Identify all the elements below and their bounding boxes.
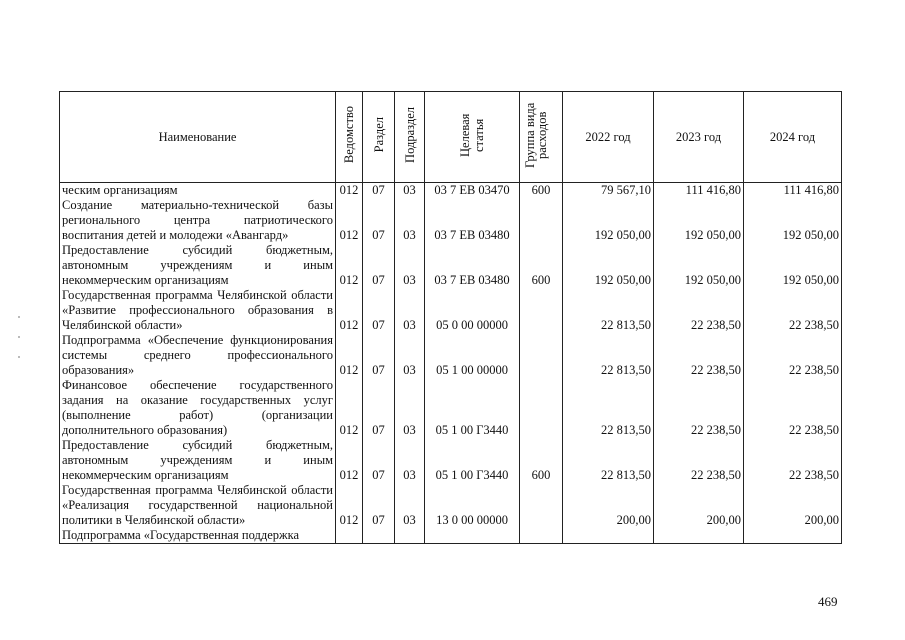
row-value-2024: 22 238,50	[744, 288, 842, 333]
row-value-2024: 22 238,50	[744, 333, 842, 378]
table-row	[60, 243, 842, 288]
row-value-2022: 22 813,50	[563, 438, 654, 483]
row-value-2023: 22 238,50	[654, 438, 744, 483]
row-name: Предоставление субсидий бюджетным, автономным учреждениям и иным некоммерческим организациям	[60, 438, 336, 483]
col-header-razdel: Раздел	[363, 92, 395, 183]
table-row	[60, 438, 842, 483]
col-header-2024: 2024 год	[744, 92, 842, 183]
row-gruppa	[520, 288, 563, 333]
row-razdel: 07	[363, 378, 395, 438]
row-value-2022: 79 567,10	[563, 183, 654, 199]
row-gruppa: 600	[520, 438, 563, 483]
row-value-2024: 22 238,50	[744, 438, 842, 483]
row-gruppa	[520, 333, 563, 378]
row-name: Подпрограмма «Государственная поддержка	[60, 528, 336, 544]
row-name: Подпрограмма «Обеспечение функционирования системы среднего профессионального образования»	[60, 333, 336, 378]
row-value-2023: 192 050,00	[654, 198, 744, 243]
row-value-2022: 200,00	[563, 483, 654, 528]
row-name: Государственная программа Челябинской области «Реализация государственной национальной политики в Челябинской области»	[60, 483, 336, 528]
row-razdel	[363, 528, 395, 544]
scan-mark	[18, 316, 20, 318]
row-statya: 05 1 00 00000	[425, 333, 520, 378]
row-podrazdel: 03	[395, 438, 425, 483]
row-name: Государственная программа Челябинской области «Развитие профессионального образования в Челябинской области»	[60, 288, 336, 333]
table-row	[60, 378, 842, 438]
row-podrazdel: 03	[395, 183, 425, 199]
row-razdel: 07	[363, 438, 395, 483]
row-gruppa: 600	[520, 183, 563, 199]
table-row	[60, 528, 842, 544]
row-value-2022: 22 813,50	[563, 333, 654, 378]
row-value-2023: 22 238,50	[654, 288, 744, 333]
row-gruppa: 600	[520, 243, 563, 288]
row-value-2022	[563, 528, 654, 544]
row-name: Предоставление субсидий бюджетным, автономным учреждениям и иным некоммерческим организациям	[60, 243, 336, 288]
row-vedomstvo: 012	[336, 243, 363, 288]
table-row	[60, 198, 842, 243]
row-statya: 05 1 00 Г3440	[425, 438, 520, 483]
row-value-2024: 200,00	[744, 483, 842, 528]
page-number: 469	[818, 594, 838, 609]
table-row	[60, 183, 842, 199]
row-razdel: 07	[363, 183, 395, 199]
budget-table	[59, 91, 842, 544]
col-header-vedomstvo: Ведомство	[336, 92, 363, 183]
row-razdel: 07	[363, 288, 395, 333]
row-podrazdel: 03	[395, 198, 425, 243]
row-vedomstvo	[336, 528, 363, 544]
table-header-row	[60, 92, 842, 183]
row-value-2023: 192 050,00	[654, 243, 744, 288]
row-vedomstvo: 012	[336, 438, 363, 483]
row-name: Финансовое обеспечение государственного задания на оказание государственных услуг (выполнение работ) (организации дополнительного образования)	[60, 378, 336, 438]
row-podrazdel: 03	[395, 483, 425, 528]
row-vedomstvo: 012	[336, 183, 363, 199]
row-value-2022: 22 813,50	[563, 288, 654, 333]
row-vedomstvo: 012	[336, 333, 363, 378]
row-value-2024: 192 050,00	[744, 243, 842, 288]
row-statya: 03 7 ЕВ 03480	[425, 243, 520, 288]
col-header-2022: 2022 год	[563, 92, 654, 183]
row-podrazdel	[395, 528, 425, 544]
col-header-2023: 2023 год	[654, 92, 744, 183]
row-razdel: 07	[363, 198, 395, 243]
row-statya: 03 7 ЕВ 03470	[425, 183, 520, 199]
row-podrazdel: 03	[395, 378, 425, 438]
row-value-2024: 192 050,00	[744, 198, 842, 243]
row-podrazdel: 03	[395, 333, 425, 378]
table-row	[60, 483, 842, 528]
row-gruppa	[520, 378, 563, 438]
row-statya	[425, 528, 520, 544]
col-header-podrazdel: Подраздел	[395, 92, 425, 183]
row-podrazdel: 03	[395, 288, 425, 333]
row-value-2022: 192 050,00	[563, 198, 654, 243]
row-razdel: 07	[363, 483, 395, 528]
row-value-2022: 22 813,50	[563, 378, 654, 438]
col-header-statya: Целевая статья	[425, 92, 520, 183]
row-podrazdel: 03	[395, 243, 425, 288]
col-header-name: Наименование	[60, 92, 336, 183]
row-name: Создание материально-технической базы регионального центра патриотического воспитания детей и молодежи «Авангард»	[60, 198, 336, 243]
row-razdel: 07	[363, 333, 395, 378]
row-vedomstvo: 012	[336, 378, 363, 438]
row-gruppa	[520, 198, 563, 243]
scan-mark	[18, 356, 20, 358]
col-header-gruppa: Группа вида расходов	[520, 92, 563, 183]
row-razdel: 07	[363, 243, 395, 288]
row-value-2023: 22 238,50	[654, 333, 744, 378]
row-statya: 03 7 ЕВ 03480	[425, 198, 520, 243]
scan-mark	[18, 336, 20, 338]
row-gruppa	[520, 483, 563, 528]
row-value-2024: 22 238,50	[744, 378, 842, 438]
row-value-2023: 200,00	[654, 483, 744, 528]
table-row	[60, 333, 842, 378]
row-statya: 05 0 00 00000	[425, 288, 520, 333]
row-value-2023: 111 416,80	[654, 183, 744, 199]
table-row	[60, 288, 842, 333]
row-vedomstvo: 012	[336, 288, 363, 333]
row-value-2023: 22 238,50	[654, 378, 744, 438]
row-statya: 05 1 00 Г3440	[425, 378, 520, 438]
row-value-2022: 192 050,00	[563, 243, 654, 288]
row-value-2024	[744, 528, 842, 544]
row-vedomstvo: 012	[336, 483, 363, 528]
row-gruppa	[520, 528, 563, 544]
row-name: ческим организациям	[60, 183, 336, 199]
row-value-2024: 111 416,80	[744, 183, 842, 199]
row-vedomstvo: 012	[336, 198, 363, 243]
row-value-2023	[654, 528, 744, 544]
row-statya: 13 0 00 00000	[425, 483, 520, 528]
